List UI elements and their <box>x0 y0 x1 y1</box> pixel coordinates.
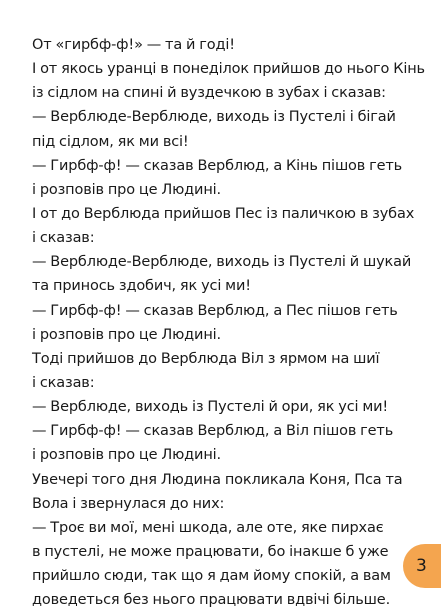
text-line: — Гирбф-ф! — сказав Верблюд, а Кінь пішов геть <box>32 157 403 174</box>
text-line: От «гирбф-ф!» — та й годі! <box>32 37 235 53</box>
text-line: І от до Верблюда прийшов Пес із паличкою в зубах <box>32 205 415 222</box>
text-line: в пустелі, не може працювати, бо інакше б уже <box>32 543 389 560</box>
text-line: Увечері того дня Людина покликала Коня, Пса та <box>32 471 403 488</box>
text-line: під сідлом, як ми всі! <box>32 133 189 150</box>
text-line: — Верблюде, виходь із Пустелі й ори, як усі ми! <box>32 399 389 416</box>
text-line: — Троє ви мої, мені шкода, але оте, яке пирхає <box>32 519 384 536</box>
page-number: 3 <box>416 556 427 576</box>
text-line: І от якось уранці в понеділок прийшов до нього Кінь <box>32 61 425 78</box>
text-line: і розповів про це Людині. <box>32 181 221 198</box>
text-line: і сказав: <box>32 230 95 247</box>
text-line: — Верблюде-Верблюде, виходь із Пустелі і бігай <box>32 109 396 126</box>
story-text <box>32 33 434 612</box>
text-line: — Гирбф-ф! — сказав Верблюд, а Пес пішов геть <box>32 302 398 319</box>
page-number-badge <box>403 544 441 588</box>
text-line: і розповів про це Людині. <box>32 326 221 343</box>
text-line: прийшло сюди, так що я дам йому спокій, а вам <box>32 568 391 585</box>
text-line: Вола і звернулася до них: <box>32 495 225 512</box>
text-line: і сказав: <box>32 374 95 391</box>
text-line: і розповів про це Людині. <box>32 447 221 464</box>
text-line: із сідлом на спині й вуздечкою в зубах і сказав: <box>32 85 386 102</box>
text-line: доведеться без нього працювати вдвічі більше. <box>32 592 391 609</box>
text-line: Тоді прийшов до Верблюда Віл з ярмом на шиї <box>32 350 380 367</box>
text-line: та принось здобич, як усі ми! <box>32 278 251 295</box>
text-line: — Гирбф-ф! — сказав Верблюд, а Віл пішов геть <box>32 423 394 440</box>
text-line: — Верблюде-Верблюде, виходь із Пустелі й шукай <box>32 254 412 271</box>
